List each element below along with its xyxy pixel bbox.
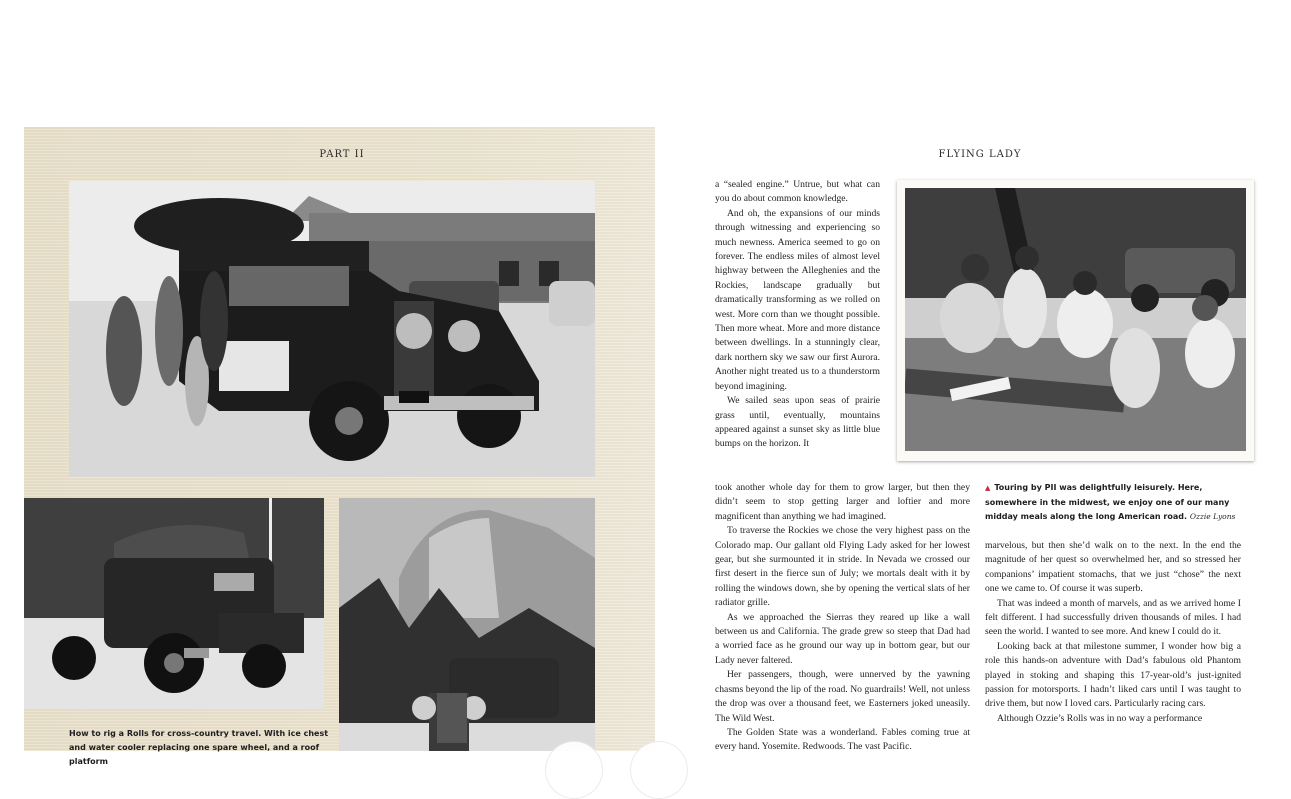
left-page xyxy=(24,127,655,766)
photo-rolls-royce-loaded xyxy=(69,181,595,477)
running-head-left: PART II xyxy=(319,149,365,160)
photo-rolls-royce-rear xyxy=(24,498,324,709)
photo-credit: Ozzie Lyons xyxy=(1189,512,1236,521)
previous-page-button[interactable] xyxy=(545,741,603,799)
caption-left: How to rig a Rolls for cross-country travel. With ice chest and water cooler replacing one spare wheel, and a roof platform xyxy=(69,729,329,766)
paragraph: marvelous, but then she’d walk on to the next. In the end the magnitude of her quest so overwhelmed her, and so stressed her companions’ impatient stomachs, that we just “chose” the next one we came to. Of course it was superb. xyxy=(985,540,1241,595)
paragraph: As we approached the Sierras they reared up like a wall between us and California. The grade grew so steep that Dad had a worried face as he ground our way up in bottom gear, but our Lady never faltered. xyxy=(715,611,970,666)
text-column-b xyxy=(715,481,970,755)
paragraph: To traverse the Rockies we chose the very highest pass on the Colorado map. Our gallant old Flying Lady asked for her lowest gear, but she surmounted it in stride. In Nevada we crossed our first desert in the fierce sun of July; we mortals dealt with it by rolling the windows down, she by opening the vertical slats of her radiator grille. xyxy=(715,525,970,609)
caption-right xyxy=(985,481,1241,525)
paragraph: The Golden State was a wonderland. Fables coming true at every hand. Yosemite. Redwoods. The vast Pacific. xyxy=(715,726,970,753)
paragraph: We sailed seas upon seas of prairie grass until, eventually, mountains appeared against a sunset sky as little blue bumps on the horizon. It xyxy=(715,395,880,450)
paragraph: Her passengers, though, were unnerved by the yawning chasms beyond the lip of the road. No guardrails! Well, not unless the drop was over a thousand feet, we Easterners joked uneasily. The Wild West. xyxy=(715,669,970,724)
photo-family-picnic-image xyxy=(905,188,1246,451)
paragraph: And oh, the expansions of our minds through witnessing and experiencing so much newness. America seemed to go on forever. The endless miles of almost level highway between the Alleghenies and the Rockies, landscape gradually but dramatically transforming as we rolled on west. More corn than we thought possible. Then more wheat. More and more distance between dwellings. In a stunningly clear, dark northern sky we saw our first Aurora. Another night treated us to a thunderstorm beyond imagining. xyxy=(715,207,880,392)
text-column-c xyxy=(985,539,1241,726)
caption-marker-icon: ▲ xyxy=(985,484,991,492)
caption-text: Touring by PII was delightfully leisurely. Here, somewhere in the midwest, we enjoy one of our many midday meals along the long American road. xyxy=(985,483,1230,521)
paragraph: Looking back at that milestone summer, I wonder how big a role this hands-on adventure with Dad’s fabulous old Phantom played in stoking and shaping this 17-year-old’s just-ignited passion for motorsports. I hadn’t liked cars until I was taught to drive them, but now I loved cars. Particularly racing cars. xyxy=(985,640,1241,710)
running-head-right: FLYING LADY xyxy=(938,149,1022,160)
paragraph: a “sealed engine.” Untrue, but what can you do about common knowledge. xyxy=(715,179,880,205)
photo-half-dome-yosemite xyxy=(339,498,595,751)
paragraph: Although Ozzie’s Rolls was in no way a performance xyxy=(997,712,1203,724)
paragraph: took another whole day for them to grow larger, but then they didn’t seem to stop getting larger and loftier and more magnificent than anything we had imagined. xyxy=(715,482,970,522)
paragraph: That was indeed a month of marvels, and as we arrived home I felt different. I had successfully driven thousands of miles. I had seen the world. I wanted to see more. And knew I could do it. xyxy=(985,597,1241,638)
next-page-button[interactable] xyxy=(630,741,688,799)
text-column-a xyxy=(715,178,880,452)
photo-family-picnic xyxy=(897,180,1254,461)
